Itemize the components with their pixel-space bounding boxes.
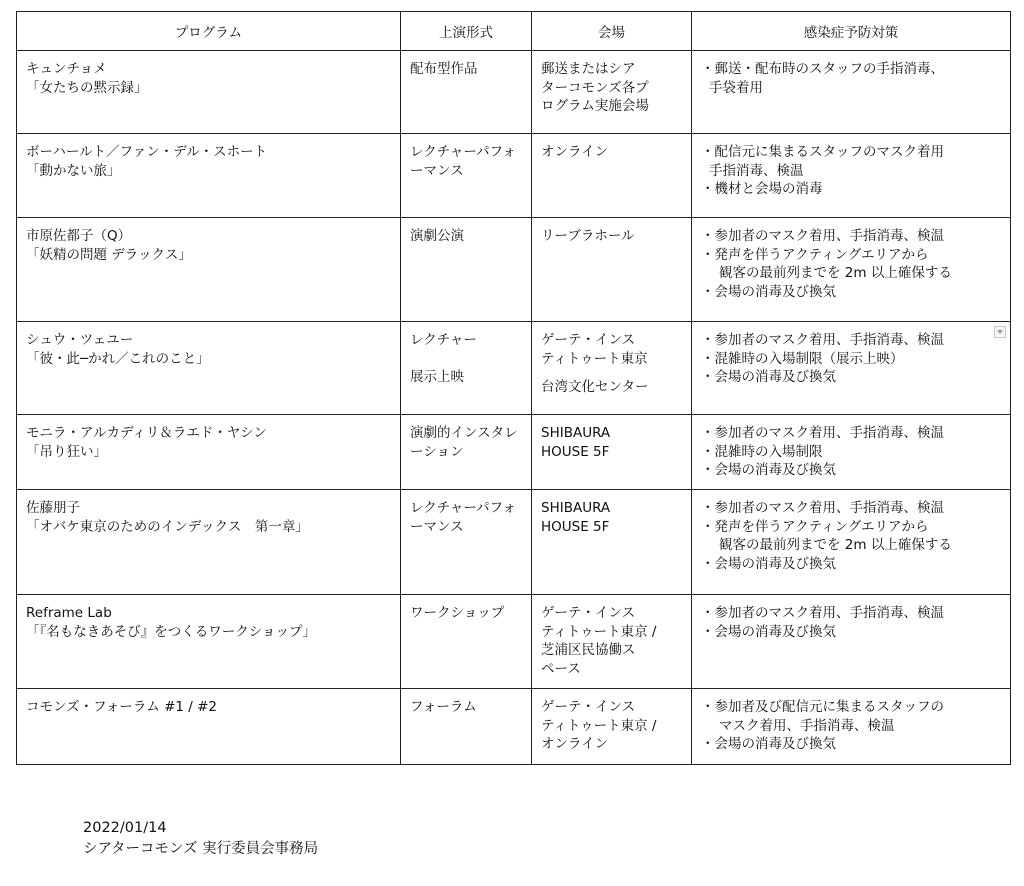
venue-cell	[532, 689, 692, 765]
measure-item: ・機材と会場の消毒	[701, 181, 823, 197]
venue-line-secondary: 台湾文化センター	[541, 379, 649, 395]
table-row	[17, 322, 1011, 415]
artist-name: Reframe Lab	[26, 605, 112, 621]
format-text: レクチャーパフォーマンス	[410, 500, 516, 535]
venue-line: HOUSE 5F	[541, 518, 610, 535]
venue-line: オンライン	[541, 736, 609, 752]
venue-cell	[532, 490, 692, 595]
measure-item: ・会場の消毒及び換気	[701, 736, 836, 752]
measure-item: ・会場の消毒及び換気	[701, 623, 836, 640]
artist-name: キュンチョメ	[26, 61, 107, 77]
measure-item: ・配信元に集まるスタッフのマスク着用	[701, 144, 944, 160]
measure-item: ・参加者のマスク着用、手指消毒、検温	[701, 228, 944, 244]
measure-item: ・郵送・配布時のスタッフの手指消毒、	[701, 61, 944, 77]
program-cell	[17, 595, 401, 689]
venue-line: ゲーテ・インス	[541, 332, 636, 348]
venue-line: SHIBAURA	[541, 500, 611, 516]
work-title: 「彼・此─かれ／これのこと」	[26, 350, 210, 367]
venue-cell	[532, 322, 692, 415]
table-row	[17, 490, 1011, 595]
work-title: 「妖精の問題 デラックス」	[26, 246, 192, 263]
venue-line: 芝浦区民協働ス	[541, 642, 636, 658]
work-title: 「女たちの黙示録」	[26, 79, 148, 96]
venue-cell	[532, 218, 692, 322]
artist-name: 市原佐都子（Q）	[26, 228, 132, 244]
venue-line: オンライン	[541, 144, 609, 160]
measures-cell	[692, 322, 1011, 415]
format-text-secondary: 展示上映	[410, 368, 464, 385]
format-cell	[401, 134, 532, 218]
format-text: レクチャー	[410, 332, 477, 348]
header-measures: 感染症予防対策	[692, 12, 1011, 51]
format-text: フォーラム	[410, 699, 477, 715]
artist-name: 佐藤朋子	[26, 500, 80, 516]
program-cell	[17, 51, 401, 134]
measures-cell	[692, 134, 1011, 218]
table-row	[17, 134, 1011, 218]
work-title: 「吊り狂い」	[26, 443, 107, 460]
measures-cell	[692, 415, 1011, 490]
table-row	[17, 51, 1011, 134]
venue-line: ゲーテ・インス	[541, 605, 636, 621]
program-cell	[17, 490, 401, 595]
artist-name: シュウ・ツェユー	[26, 332, 134, 348]
measures-cell	[692, 218, 1011, 322]
measure-item: ・混雑時の入場制限（展示上映）	[701, 350, 904, 367]
program-cell	[17, 134, 401, 218]
venue-line: ティトゥート東京	[541, 350, 648, 367]
format-cell	[401, 415, 532, 490]
format-text: ワークショップ	[410, 605, 505, 621]
venue-cell	[532, 51, 692, 134]
document-date: 2022/01/14	[83, 820, 167, 836]
format-cell	[401, 689, 532, 765]
measure-item: ・混雑時の入場制限	[701, 443, 823, 460]
measure-continuation: 観客の最前列までを 2m 以上確保する	[719, 537, 952, 553]
measure-item: ・会場の消毒及び換気	[701, 462, 836, 478]
measure-item: ・発声を伴うアクティングエリアから	[701, 246, 929, 263]
program-cell	[17, 218, 401, 322]
venue-line: ペース	[541, 660, 581, 677]
measure-continuation: 観客の最前列までを 2m 以上確保する	[719, 265, 952, 281]
measures-cell	[692, 595, 1011, 689]
venue-line: リーブラホール	[541, 228, 635, 244]
measure-item: ・発声を伴うアクティングエリアから	[701, 518, 929, 535]
format-cell	[401, 490, 532, 595]
format-cell	[401, 595, 532, 689]
venue-line: 郵送またはシア	[541, 61, 636, 77]
measure-item: ・会場の消毒及び換気	[701, 555, 836, 572]
table-row	[17, 689, 1011, 765]
format-text: レクチャーパフォーマンス	[410, 144, 516, 179]
program-cell	[17, 322, 401, 415]
footer	[83, 818, 318, 860]
program-cell	[17, 689, 401, 765]
artist-name: コモンズ・フォーラム #1 / #2	[26, 699, 218, 715]
table-row	[17, 218, 1011, 322]
dropdown-arrow-icon[interactable]	[994, 326, 1006, 338]
venue-line: ターコモンズ各プ	[541, 79, 649, 96]
artist-name: モニラ・アルカディリ＆ラエド・ヤシン	[26, 425, 267, 441]
measure-continuation: マスク着用、手指消毒、検温	[719, 717, 895, 734]
table-row	[17, 595, 1011, 689]
format-text: 演劇公演	[410, 228, 464, 244]
format-cell	[401, 322, 532, 415]
table-row	[17, 415, 1011, 490]
spacer	[410, 350, 523, 368]
venue-line: ログラム実施会場	[541, 98, 649, 114]
format-text: 演劇的インスタレーション	[410, 425, 518, 460]
measures-cell	[692, 490, 1011, 595]
venue-line: SHIBAURA	[541, 425, 611, 441]
measure-item: ・会場の消毒及び換気	[701, 369, 836, 385]
header-program: プログラム	[17, 12, 401, 51]
work-title: 「動かない旅」	[26, 162, 121, 179]
measure-item: ・会場の消毒及び換気	[701, 283, 836, 300]
header-venue: 会場	[532, 12, 692, 51]
venue-line: ティトゥート東京 /	[541, 623, 657, 640]
format-cell	[401, 51, 532, 134]
format-cell	[401, 218, 532, 322]
format-text: 配布型作品	[410, 61, 478, 77]
header-format: 上演形式	[401, 12, 532, 51]
program-cell	[17, 415, 401, 490]
program-table	[16, 11, 1011, 765]
measure-continuation: 手指消毒、検温	[709, 162, 804, 179]
table-header-row	[17, 12, 1011, 51]
artist-name: ボーハールト／ファン・デル・スホート	[26, 144, 268, 160]
venue-line: HOUSE 5F	[541, 443, 610, 460]
measures-cell	[692, 689, 1011, 765]
measures-cell	[692, 51, 1011, 134]
organization-name: シアターコモンズ 実行委員会事務局	[83, 841, 319, 857]
measure-item: ・参加者のマスク着用、手指消毒、検温	[701, 425, 944, 441]
venue-line: ティトゥート東京 /	[541, 717, 657, 734]
measure-item: ・参加者のマスク着用、手指消毒、検温	[701, 332, 944, 348]
venue-cell	[532, 415, 692, 490]
work-title: 「オバケ東京のためのインデックス 第一章」	[26, 518, 309, 535]
venue-cell	[532, 134, 692, 218]
measure-item: ・参加者のマスク着用、手指消毒、検温	[701, 605, 944, 621]
venue-line: ゲーテ・インス	[541, 699, 636, 715]
work-title: 「『名もなきあそび』をつくるワークショップ」	[26, 623, 316, 640]
measure-item: ・参加者のマスク着用、手指消毒、検温	[701, 500, 944, 516]
measure-item: ・参加者及び配信元に集まるスタッフの	[701, 699, 944, 715]
venue-cell	[532, 595, 692, 689]
measure-continuation: 手袋着用	[709, 79, 763, 96]
